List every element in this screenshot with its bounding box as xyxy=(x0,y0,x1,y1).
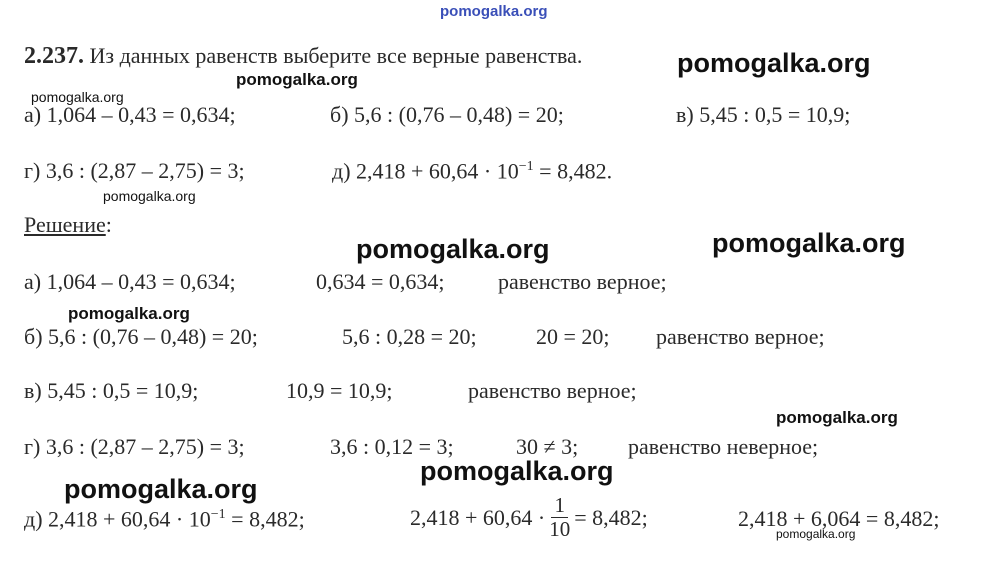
solution-d-exponent: −1 xyxy=(210,507,226,522)
watermark: pomogalka.org xyxy=(31,89,124,105)
given-d-exponent: −1 xyxy=(518,159,534,174)
solution-d-expression xyxy=(24,508,305,530)
solution-g-step2: 30 ≠ 3; xyxy=(516,434,579,459)
solution-heading-text: Решение xyxy=(24,212,106,237)
solution-d-step2: 2,418 + 6,064 = 8,482; xyxy=(738,506,940,531)
solution-d-prefix: д) 2,418 + 60,64 · 10 xyxy=(24,506,211,532)
solution-b-step1: 5,6 : 0,28 = 20; xyxy=(342,324,477,349)
solution-a-verdict: равенство верное; xyxy=(498,269,667,294)
solution-d-step1 xyxy=(410,494,648,541)
watermark: pomogalka.org xyxy=(677,48,871,78)
problem-header xyxy=(24,44,582,68)
given-d-prefix: д) 2,418 + 60,64 · 10 xyxy=(332,158,519,184)
fraction-numerator: 1 xyxy=(551,494,568,518)
solution-v-verdict: равенство верное; xyxy=(468,378,637,403)
watermark: pomogalka.org xyxy=(103,188,196,204)
solution-d-step1-prefix: 2,418 + 60,64 · xyxy=(410,504,546,530)
given-d xyxy=(332,160,612,182)
solution-d-step1-suffix: = 8,482; xyxy=(574,504,648,530)
solution-heading xyxy=(24,214,112,236)
watermark: pomogalka.org xyxy=(356,234,550,264)
watermark: pomogalka.org xyxy=(776,408,898,427)
solution-a-expression: а) 1,064 – 0,43 = 0,634; xyxy=(24,269,236,294)
solution-g-expression: г) 3,6 : (2,87 – 2,75) = 3; xyxy=(24,434,245,459)
solution-v-step: 10,9 = 10,9; xyxy=(286,378,393,403)
solution-b-expression: б) 5,6 : (0,76 – 0,48) = 20; xyxy=(24,324,258,349)
watermark: pomogalka.org xyxy=(236,70,358,89)
solution-v-expression: в) 5,45 : 0,5 = 10,9; xyxy=(24,378,199,403)
solution-b-verdict: равенство верное; xyxy=(656,324,825,349)
fraction-denominator: 10 xyxy=(549,517,571,542)
solution-heading-colon: : xyxy=(105,212,112,237)
watermark: pomogalka.org xyxy=(776,527,856,541)
problem-statement: Из данных равенств выберите все верные равенства. xyxy=(89,43,583,68)
given-a: а) 1,064 – 0,43 = 0,634; xyxy=(24,102,236,127)
solution-d-suffix: = 8,482; xyxy=(225,506,305,532)
watermark: pomogalka.org xyxy=(420,456,614,486)
given-g: г) 3,6 : (2,87 – 2,75) = 3; xyxy=(24,158,245,183)
watermark: pomogalka.org xyxy=(64,474,258,504)
solution-g-step1: 3,6 : 0,12 = 3; xyxy=(330,434,454,459)
problem-number: 2.237. xyxy=(24,43,84,69)
given-b: б) 5,6 : (0,76 – 0,48) = 20; xyxy=(330,102,564,127)
given-d-suffix: = 8,482. xyxy=(533,158,613,184)
given-v: в) 5,45 : 0,5 = 10,9; xyxy=(676,102,851,127)
solution-b-step2: 20 = 20; xyxy=(536,324,610,349)
fraction xyxy=(549,494,570,541)
watermark: pomogalka.org xyxy=(712,228,906,258)
watermark-top: pomogalka.org xyxy=(440,3,548,20)
solution-a-step: 0,634 = 0,634; xyxy=(316,269,445,294)
solution-g-verdict: равенство неверное; xyxy=(628,434,819,459)
watermark: pomogalka.org xyxy=(68,304,190,323)
